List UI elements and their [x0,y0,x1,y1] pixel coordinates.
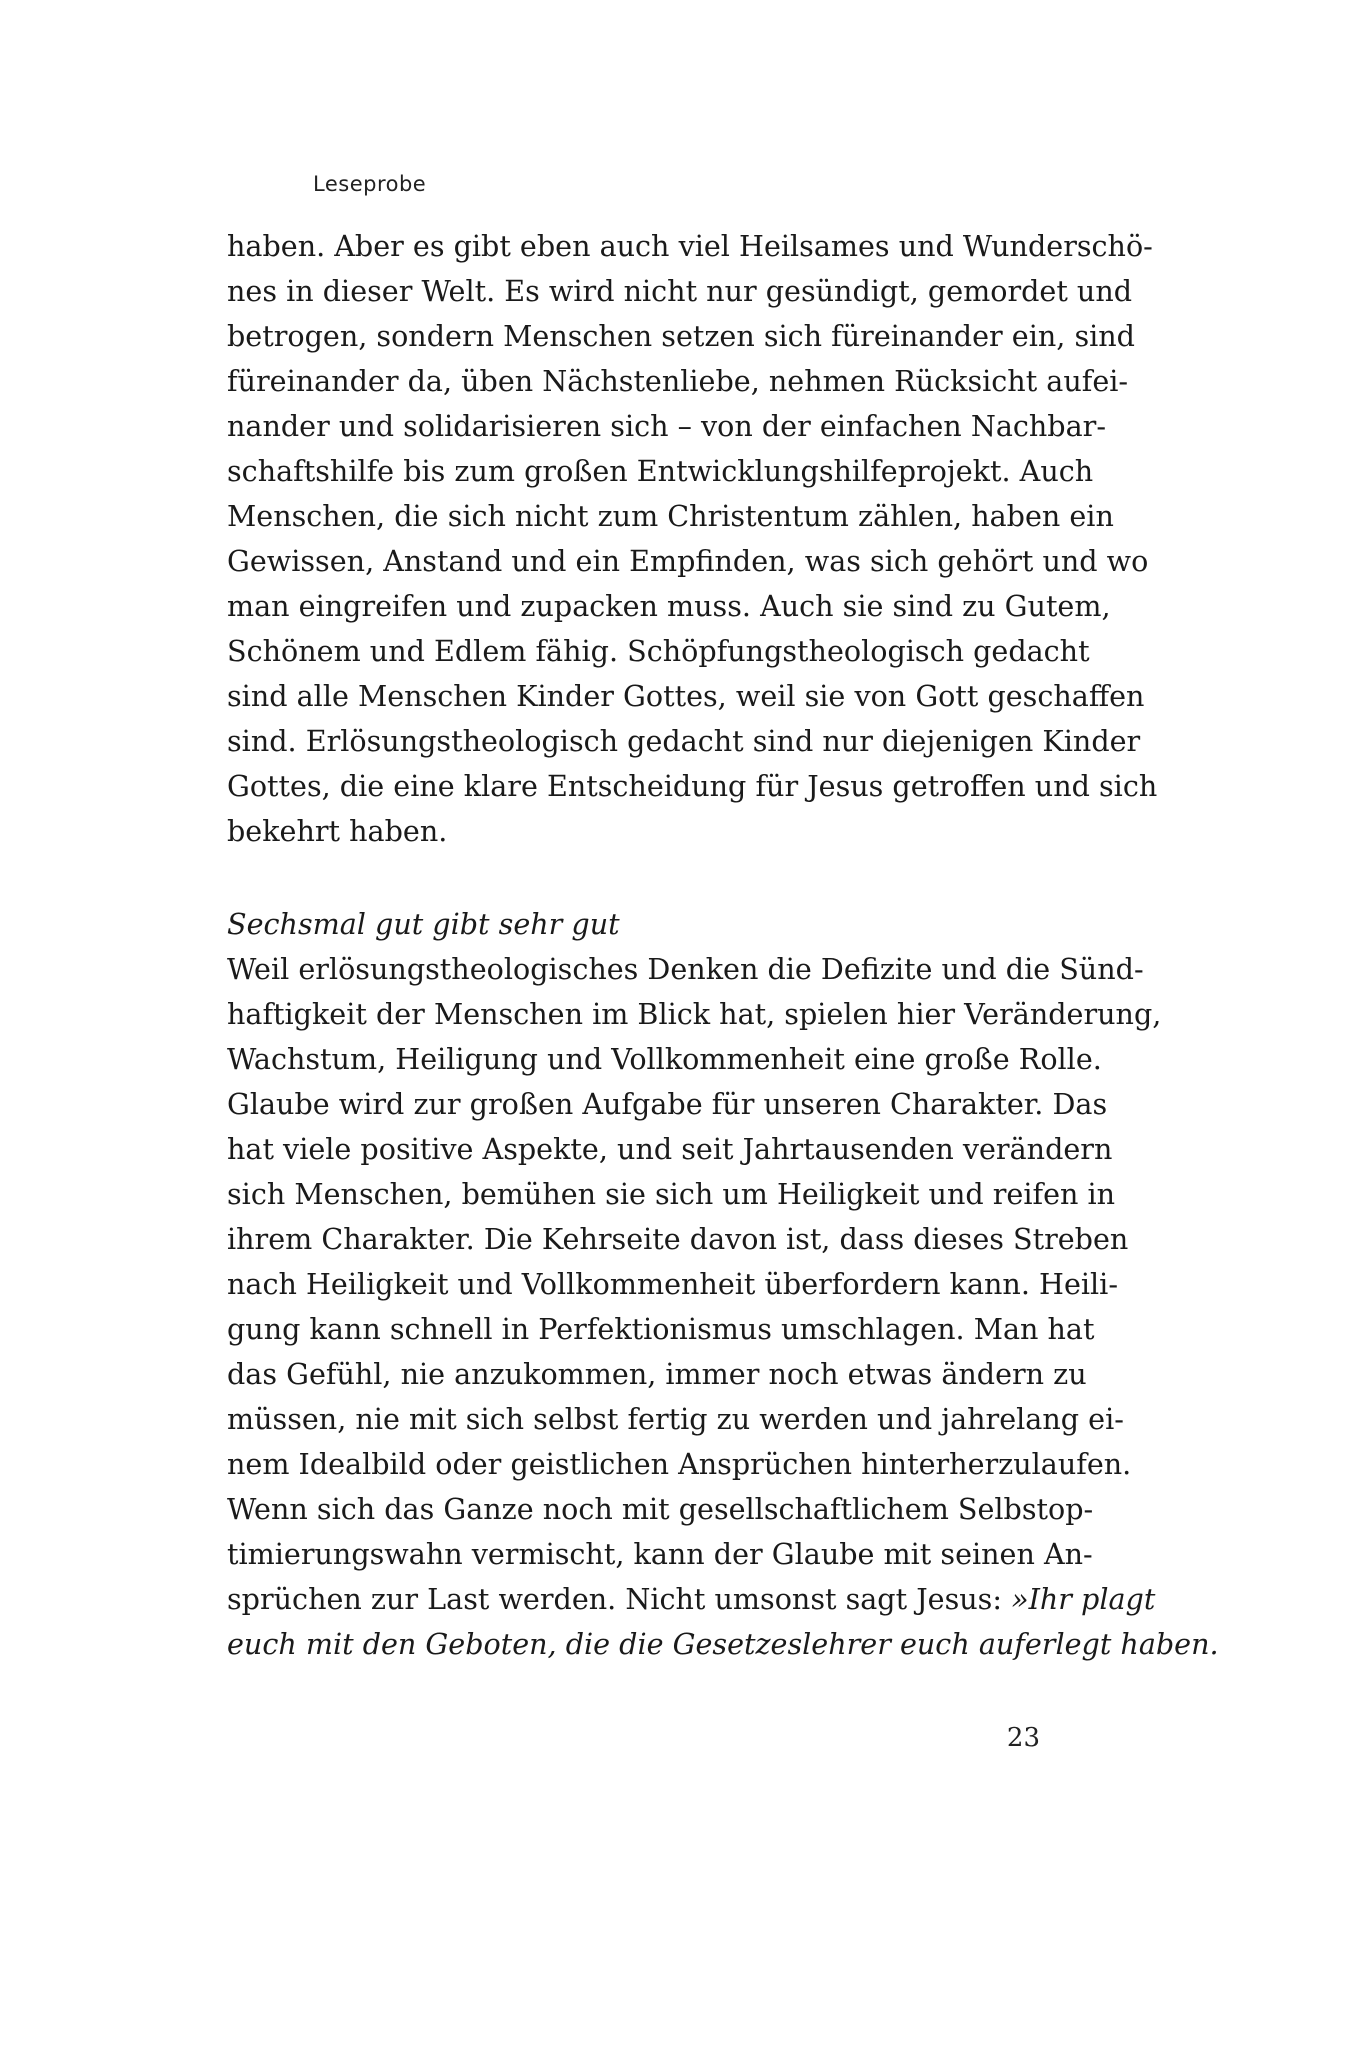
text-line: nes in dieser Welt. Es wird nicht nur gesündigt, gemordet und [227,274,1133,308]
text-line: füreinander da, üben Nächstenliebe, nehmen Rücksicht aufei- [227,364,1129,398]
text-line: sind. Erlösungstheologisch gedacht sind nur diejenigen Kinder [227,724,1141,758]
text-line: hat viele positive Aspekte, und seit Jahrtausenden verändern [227,1132,1113,1166]
text-line: timierungswahn vermischt, kann der Glaube mit seinen An- [227,1537,1093,1571]
text-line: haftigkeit der Menschen im Blick hat, spielen hier Veränderung, [227,997,1162,1031]
text-line: Gottes, die eine klare Entscheidung für Jesus getroffen und sich [227,769,1158,803]
text-line: nander und solidarisieren sich – von der einfachen Nachbar- [227,409,1106,443]
bible-quote-line: euch mit den Geboten, die die Gesetzeslehrer euch auferlegt haben. [227,1627,1219,1661]
text-line: bekehrt haben. [227,814,448,848]
text-line: gung kann schnell in Perfektionismus umschlagen. Man hat [227,1312,1095,1346]
section-heading: Sechsmal gut gibt sehr gut [227,907,620,941]
text-line: Wachstum, Heiligung und Vollkommenheit eine große Rolle. [227,1042,1102,1076]
text-line: müssen, nie mit sich selbst fertig zu werden und jahrelang ei- [227,1402,1124,1436]
running-header: Leseprobe [313,172,427,196]
text-line: Menschen, die sich nicht zum Christentum zählen, haben ein [227,499,1114,533]
text-line: sind alle Menschen Kinder Gottes, weil sie von Gott geschaffen [227,679,1145,713]
text-line: Wenn sich das Ganze noch mit gesellschaftlichem Selbstop- [227,1492,1094,1526]
bible-quote: »Ihr plagt [1011,1582,1156,1616]
text-line: man eingreifen und zupacken muss. Auch sie sind zu Gutem, [227,589,1111,623]
body-paragraph-1 [227,224,1158,854]
text-line [227,1577,1156,1622]
text-line: nach Heiligkeit und Vollkommenheit überfordern kann. Heili- [227,1267,1118,1301]
text-line: Gewissen, Anstand und ein Empfinden, was sich gehört und wo [227,544,1149,578]
page-number: 23 [1006,1723,1040,1753]
text-segment: sprüchen zur Last werden. Nicht umsonst sagt Jesus: [227,1582,1012,1616]
text-line: das Gefühl, nie anzukommen, immer noch etwas ändern zu [227,1357,1087,1391]
text-line: haben. Aber es gibt eben auch viel Heilsames und Wunderschö- [227,229,1153,263]
text-line: schaftshilfe bis zum großen Entwicklungshilfeprojekt. Auch [227,454,1094,488]
text-line: betrogen, sondern Menschen setzen sich füreinander ein, sind [227,319,1135,353]
text-line: Glaube wird zur großen Aufgabe für unseren Charakter. Das [227,1087,1108,1121]
text-line: sich Menschen, bemühen sie sich um Heiligkeit und reifen in [227,1177,1116,1211]
text-line: nem Idealbild oder geistlichen Ansprüchen hinterherzulaufen. [227,1447,1132,1481]
text-line: Weil erlösungstheologisches Denken die Defizite und die Sünd- [227,952,1144,986]
body-paragraph-2 [227,947,1219,1667]
text-line: Schönem und Edlem fähig. Schöpfungstheologisch gedacht [227,634,1090,668]
text-line: ihrem Charakter. Die Kehrseite davon ist, dass dieses Streben [227,1222,1129,1256]
